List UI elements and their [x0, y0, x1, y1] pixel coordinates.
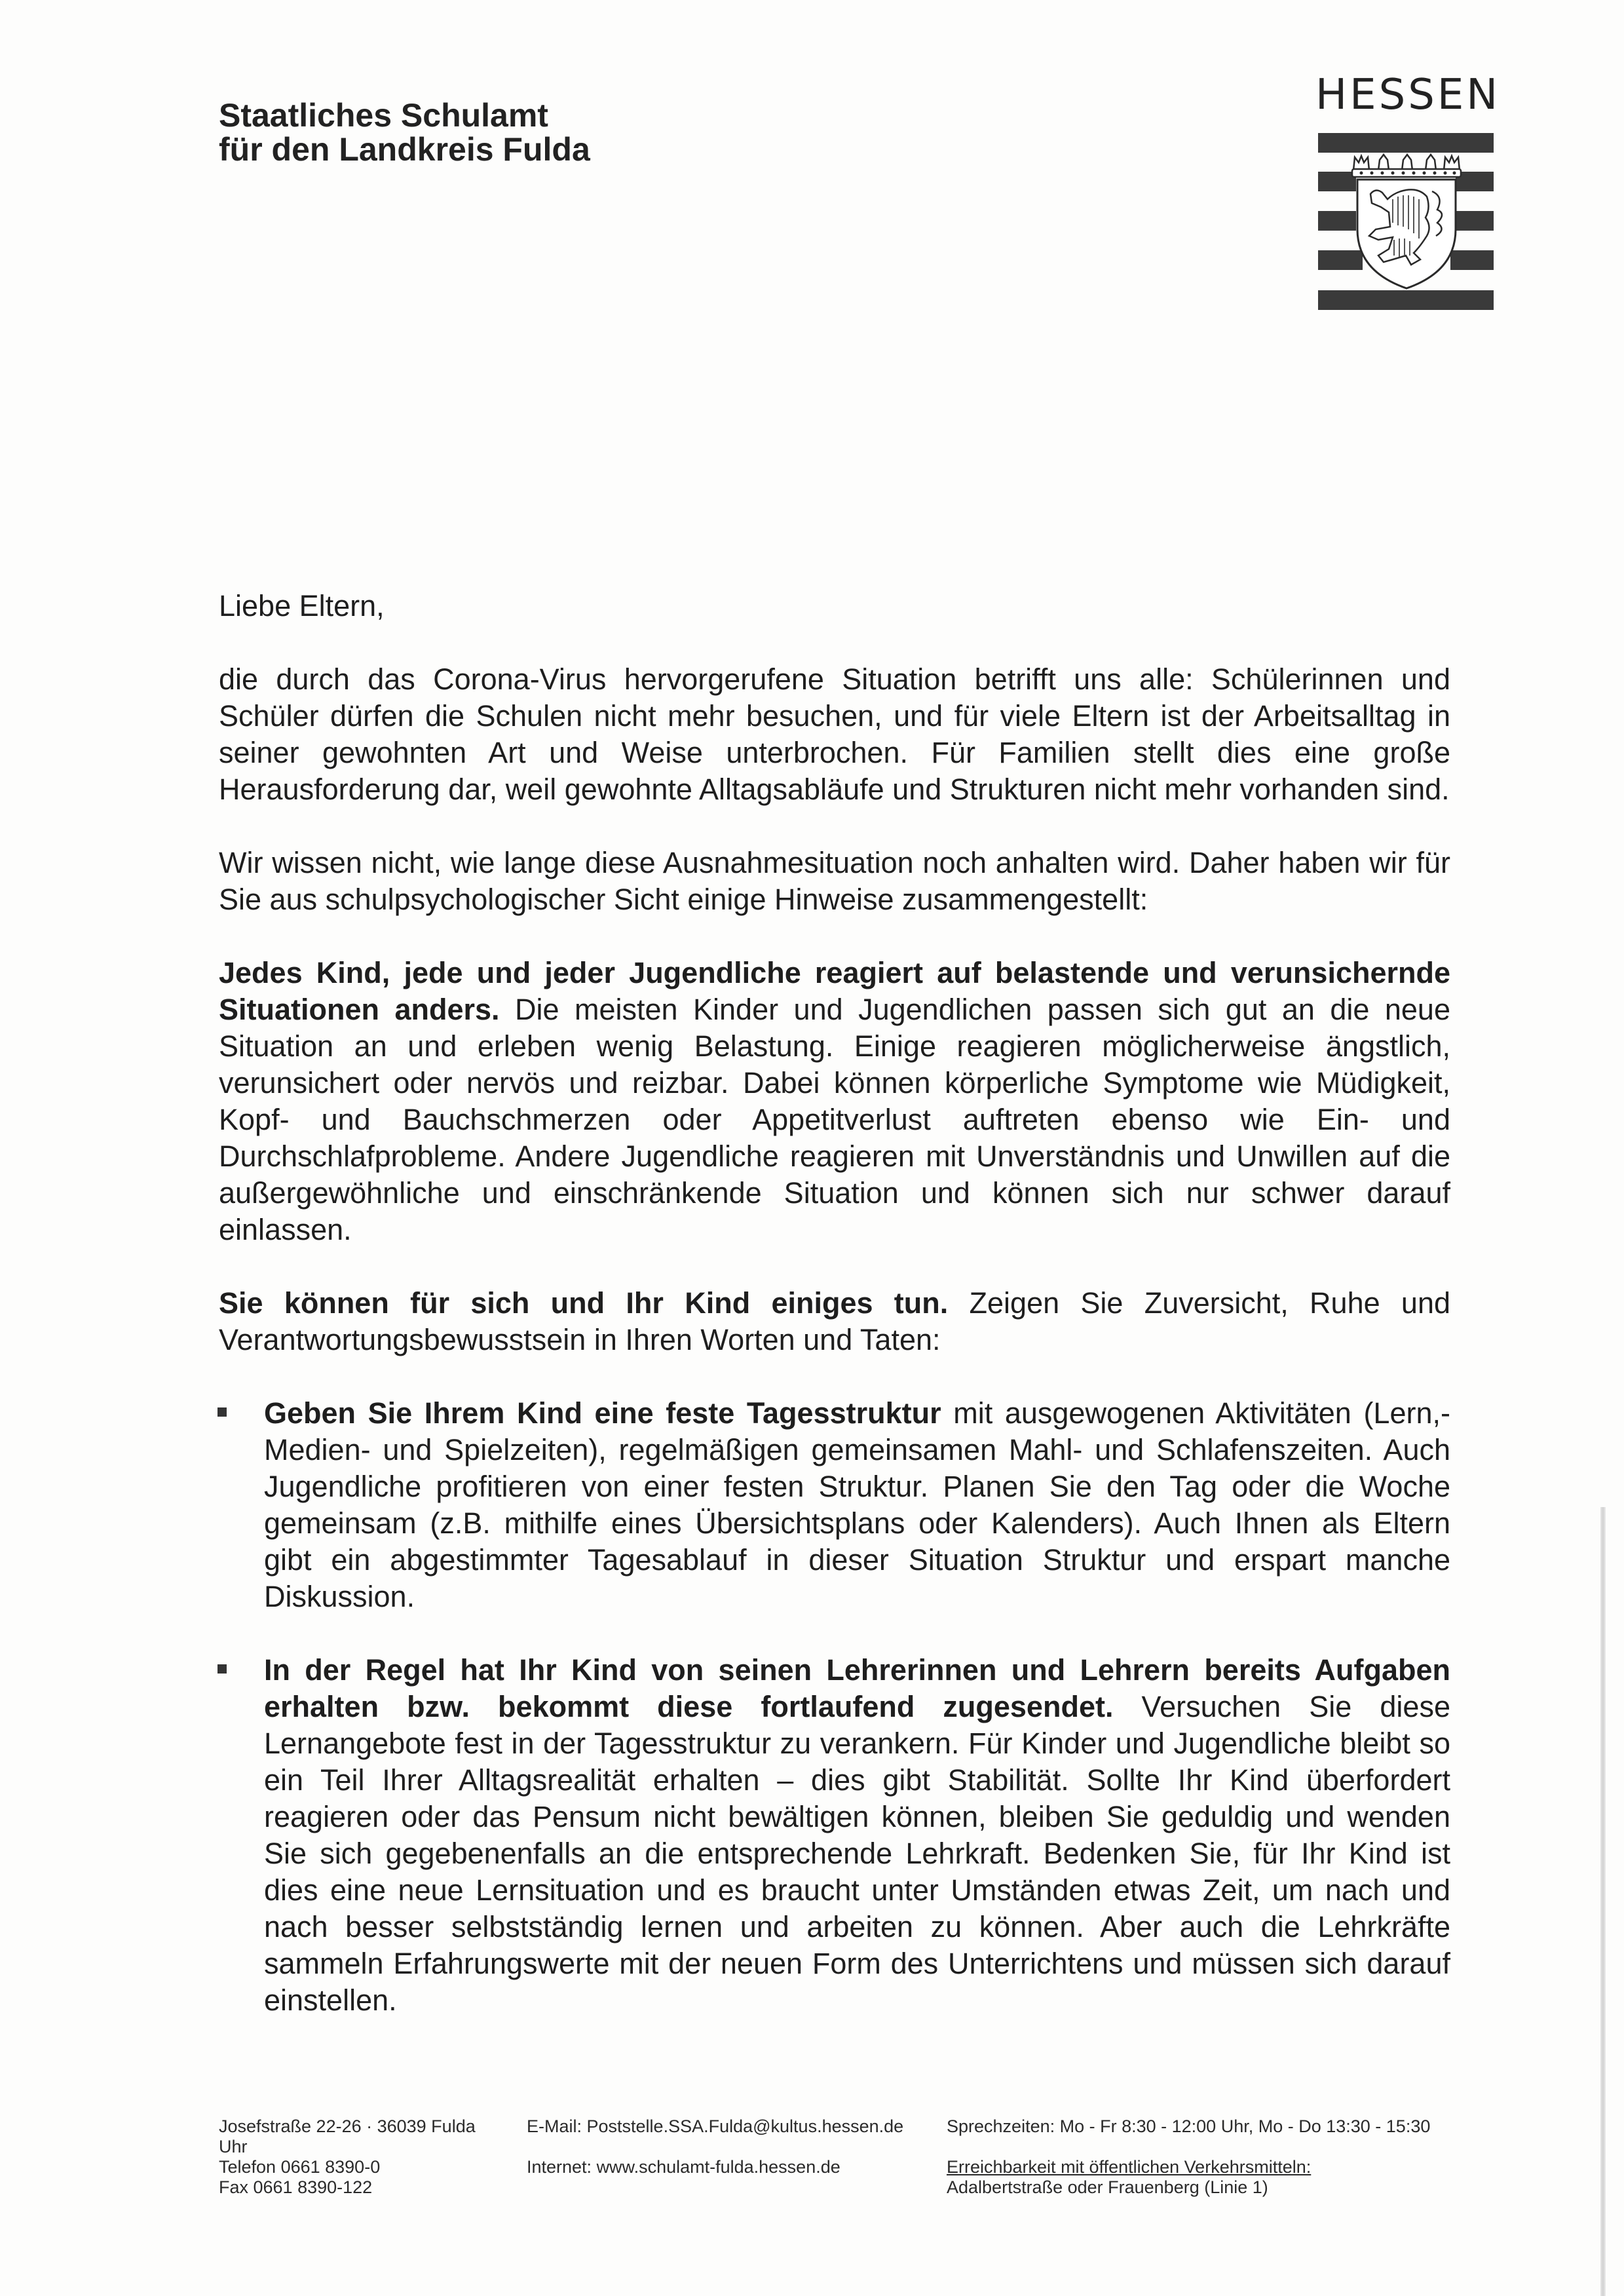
- paragraph-lead-bold: Sie können für sich und Ihr Kind einiges tun.: [219, 1286, 949, 1320]
- footer-website[interactable]: Internet: www.schulamt-fulda.hessen.de: [527, 2157, 840, 2177]
- paragraph-text: Wir wissen nicht, wie lange diese Ausnahmesituation noch anhalten wird. Daher haben wir für Sie aus schulpsychologischer Sicht einige Hinweise zusammengestellt:: [219, 846, 1450, 916]
- footer-address-overflow: Uhr: [219, 2137, 248, 2156]
- letter-body: [219, 588, 1450, 2056]
- authority-line-2: für den Landkreis Fulda: [219, 131, 590, 168]
- footer-address: Josefstraße 22-26 · 36039 Fulda: [219, 2116, 476, 2136]
- authority-line-1: Staatliches Schulamt: [219, 97, 548, 134]
- footer-hours-column: [947, 2116, 1484, 2198]
- advice-text: mit ausgewogenen Aktivitäten (Lern,-Medien- und Spielzeiten), regelmäßigen gemeinsamen Mahl- und Schlafenszeiten. Auch Jugendliche profitieren von einer festen Struktur. Planen Sie den Tag oder die Woche gemeinsam (z.B. mithilfe eines Übersichtsplans oder Kalenders). Auch Ihnen als Eltern gibt ein abgestimmter Tagesablauf in dieser Situation Struktur und erspart manche Diskussion.: [264, 1396, 1450, 1613]
- hessen-wordmark: HESSEN: [1315, 71, 1501, 119]
- hessen-logo: [1315, 73, 1499, 316]
- advice-intro-paragraph: [219, 1285, 1450, 1358]
- paragraph-text: Zeigen Sie Zuversicht, Ruhe und Verantwortungsbewusstsein in Ihren Worten und Taten:: [219, 1286, 1450, 1356]
- advice-lead-bold: Geben Sie Ihrem Kind eine feste Tagesstruktur: [264, 1396, 941, 1430]
- advice-item-school-tasks: [219, 1652, 1450, 2019]
- footer-transit-stops: Adalbertstraße oder Frauenberg (Linie 1): [947, 2177, 1268, 2197]
- footer-email[interactable]: E-Mail: Poststelle.SSA.Fulda@kultus.hessen.de: [527, 2116, 904, 2136]
- footer-phone: Telefon 0661 8390-0: [219, 2157, 381, 2177]
- paragraph-text: die durch das Corona-Virus hervorgerufene Situation betrifft uns alle: Schülerinnen und Schüler dürfen die Schulen nicht mehr besuchen, und für viele Eltern ist der Arbeitsalltag in seiner gewohnten Art und Weise unterbrochen. Für Familien stellt dies eine große Herausforderung dar, weil gewohnte Alltagsabläufe und Strukturen nicht mehr vorhanden sind.: [219, 662, 1450, 806]
- square-bullet-icon: [217, 1407, 227, 1417]
- letter-footer: [219, 2116, 1463, 2202]
- footer-office-hours: Sprechzeiten: Mo - Fr 8:30 - 12:00 Uhr, Mo - Do 13:30 - 15:30: [947, 2116, 1431, 2136]
- reactions-paragraph: [219, 955, 1450, 1248]
- paragraph-text: Die meisten Kinder und Jugendlichen passen sich gut an die neue Situation an und erleben wenig Belastung. Einige reagieren möglicherweise ängstlich, verunsichert oder nervös und reizbar. Dabei können körperliche Symptome wie Müdigkeit, Kopf- und Bauchschmerzen oder Appetitverlust auftreten ebenso wie Ein- und Durchschlafprobleme. Andere Jugendliche reagieren mit Unverständnis und Unwillen auf die außergewöhnliche und einschränkende Situation und können sich nur schwer darauf einlassen.: [219, 993, 1450, 1246]
- purpose-paragraph: [219, 845, 1450, 918]
- advice-lead-bold: In der Regel hat Ihr Kind von seinen Lehrerinnen und Lehrern bereits Aufgaben erhalten bzw. bekommt diese fortlaufend zugesendet.: [264, 1653, 1450, 1723]
- intro-paragraph: [219, 661, 1450, 808]
- advice-item-daily-structure: [219, 1395, 1450, 1615]
- salutation: Liebe Eltern,: [219, 589, 385, 622]
- paragraph-lead-bold: Jedes Kind, jede und jeder Jugendliche reagiert auf belastende und verunsichernde Situationen anders.: [219, 956, 1450, 1026]
- issuing-authority: [219, 98, 590, 166]
- square-bullet-icon: [217, 1664, 227, 1674]
- footer-contact-column: [527, 2116, 946, 2177]
- footer-transit-heading: Erreichbarkeit mit öffentlichen Verkehrsmitteln:: [947, 2157, 1312, 2177]
- footer-fax: Fax 0661 8390-122: [219, 2177, 373, 2197]
- footer-address-column: [219, 2116, 507, 2198]
- advice-text: Versuchen Sie diese Lernangebote fest in der Tagesstruktur zu verankern. Für Kinder und Jugendliche bleibt so ein Teil Ihrer Alltagsrealität erhalten – dies gibt Stabilität. Sollte Ihr Kind überfordert reagieren oder das Pensum nicht bewältigen können, bleiben Sie geduldig und wenden Sie sich gegebenenfalls an die entsprechende Lehrkraft. Bedenken Sie, für Ihr Kind ist dies eine neue Lernsituation und es braucht unter Umständen etwas Zeit, um nach und nach besser selbstständig lernen und arbeiten zu können. Aber auch die Lehrkräfte sammeln Erfahrungswerte mit der neuen Form des Unterrichtens und müssen sich darauf einstellen.: [264, 1690, 1450, 2017]
- hessen-coat-of-arms-icon: [1315, 131, 1499, 315]
- scan-artifact-line: [1600, 1507, 1606, 2296]
- advice-list: [219, 1395, 1450, 2019]
